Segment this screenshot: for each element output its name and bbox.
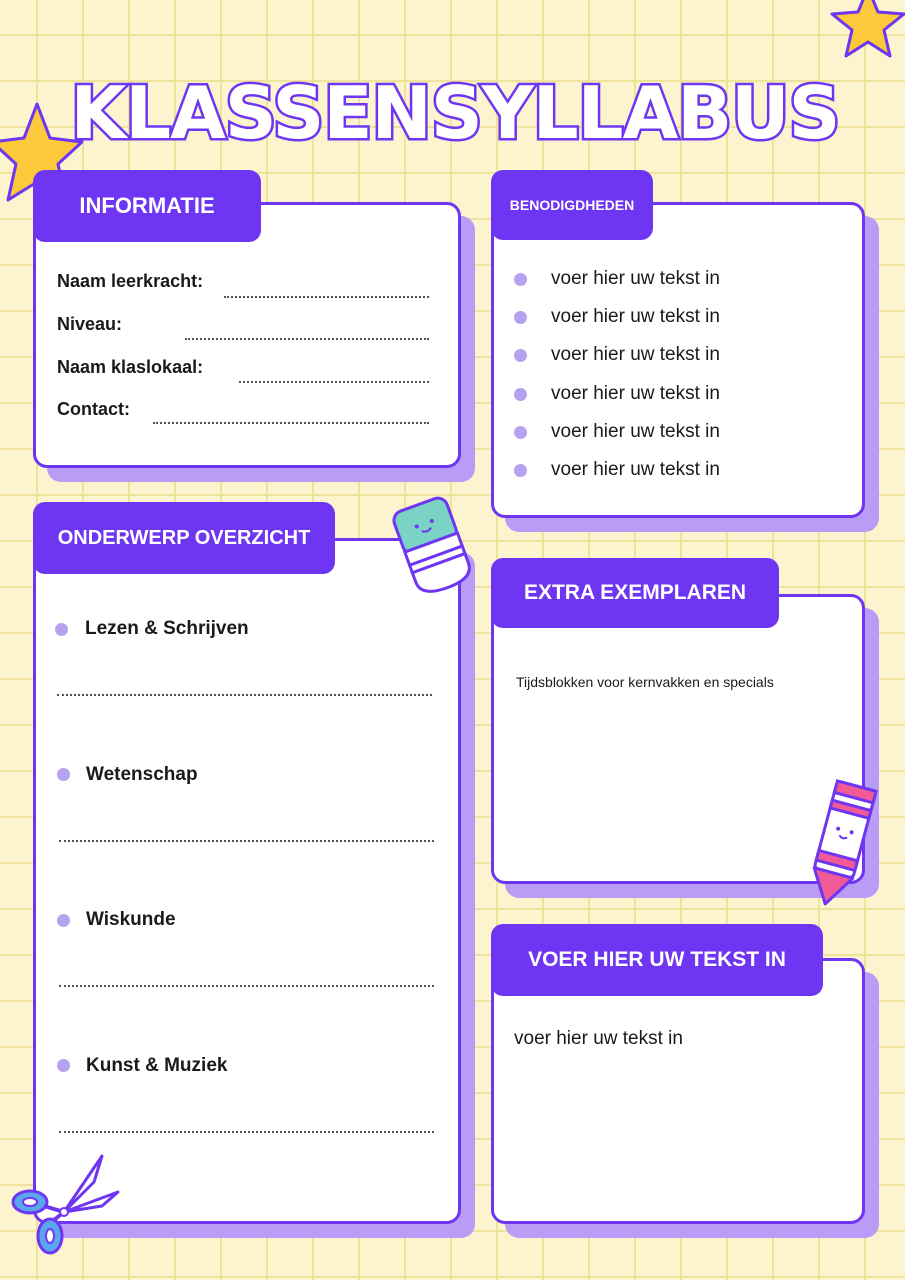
supply-item: voer hier uw tekst in <box>551 459 720 480</box>
bullet-icon <box>514 349 527 362</box>
bullet-icon <box>57 1059 70 1072</box>
info-field-classroom[interactable] <box>239 381 429 383</box>
supply-item: voer hier uw tekst in <box>551 306 720 327</box>
supply-item: voer hier uw tekst in <box>551 383 720 404</box>
info-field-teacher[interactable] <box>224 296 429 298</box>
info-label-classroom: Naam klaslokaal: <box>57 357 204 377</box>
custom-heading: VOER HIER UW TEKST IN <box>491 924 823 996</box>
subject-item: Wetenschap <box>86 764 198 785</box>
subject-notes-line[interactable] <box>59 985 434 987</box>
subjects-heading: ONDERWERP OVERZICHT <box>33 502 335 574</box>
supply-item: voer hier uw tekst in <box>551 421 720 442</box>
custom-card <box>491 958 865 1224</box>
subject-item: Lezen & Schrijven <box>85 618 249 639</box>
bullet-icon <box>57 914 70 927</box>
page-title: KLASSENSYLLABUS <box>70 71 840 155</box>
supply-item: voer hier uw tekst in <box>551 344 720 365</box>
subject-item: Kunst & Muziek <box>86 1055 228 1076</box>
supply-item: voer hier uw tekst in <box>551 268 720 289</box>
subject-notes-line[interactable] <box>59 840 434 842</box>
custom-text: voer hier uw tekst in <box>514 1028 683 1049</box>
subject-notes-line[interactable] <box>59 1131 434 1133</box>
info-label-level: Niveau: <box>57 314 123 334</box>
extra-text: Tijdsblokken voor kernvakken en specials <box>516 674 774 690</box>
info-heading: INFORMATIE <box>33 170 261 242</box>
crayon-icon <box>796 778 886 913</box>
info-label-contact: Contact: <box>57 399 130 419</box>
info-field-level[interactable] <box>185 338 429 340</box>
bullet-icon <box>514 464 527 477</box>
subject-notes-line[interactable] <box>57 694 432 696</box>
subject-item: Wiskunde <box>86 909 176 930</box>
info-field-contact[interactable] <box>153 422 429 424</box>
subjects-card <box>33 538 461 1224</box>
bullet-icon <box>514 426 527 439</box>
star-icon <box>826 0 905 62</box>
bullet-icon <box>514 311 527 324</box>
bullet-icon <box>55 623 68 636</box>
extra-heading: EXTRA EXEMPLAREN <box>491 558 779 628</box>
eraser-icon <box>382 482 482 597</box>
bullet-icon <box>57 768 70 781</box>
bullet-icon <box>514 388 527 401</box>
supplies-heading: BENODIGDHEDEN <box>491 170 653 240</box>
info-label-teacher: Naam leerkracht: <box>57 271 204 291</box>
bullet-icon <box>514 273 527 286</box>
scissors-icon <box>6 1152 128 1256</box>
